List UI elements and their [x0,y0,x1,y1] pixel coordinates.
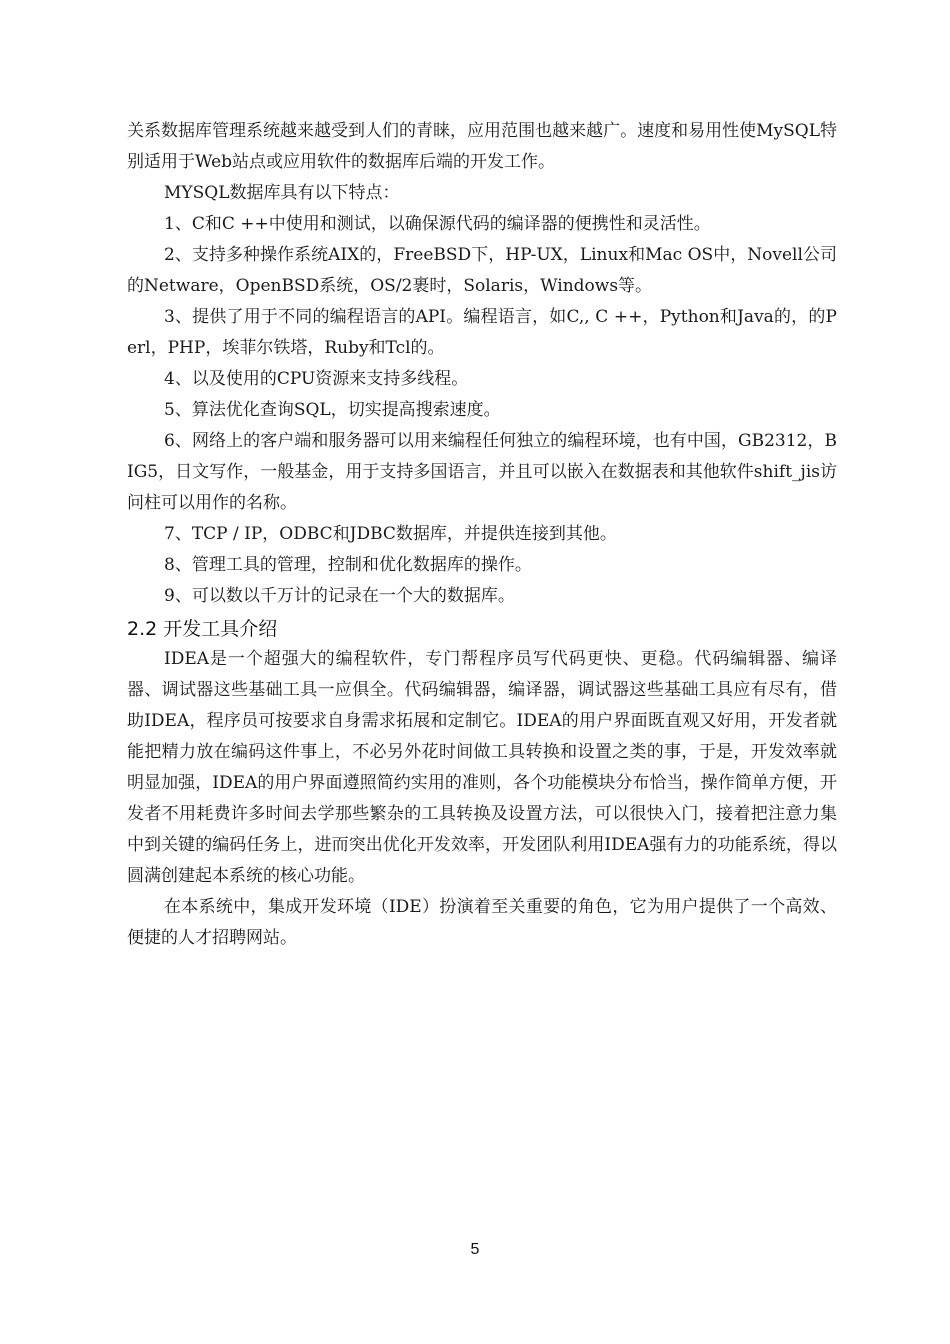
feature-item-6: 6、网络上的客户端和服务器可以用来编程任何独立的编程环境，也有中国，GB2312，BIG5，日文写作，一般基金，用于支持多国语言，并且可以嵌入在数据表和其他软件shift_jis访问柱可以用作的名称。 [127,431,837,513]
paragraph-ide-role: 在本系统中，集成开发环境（IDE）扮演着至关重要的角色，它为用户提供了一个高效、便捷的人才招聘网站。 [127,897,837,948]
feature-item-4: 4、以及使用的CPU资源来支持多线程。 [164,369,469,389]
feature-item-1: 1、C和C ++中使用和测试，以确保源代码的编译器的便携性和灵活性。 [164,214,711,234]
paragraph-features-intro: MYSQL数据库具有以下特点： [164,183,400,203]
feature-item-2: 2、支持多种操作系统AIX的，FreeBSD下，HP-UX，Linux和Mac OS中，Novell公司的Netware，OpenBSD系统，OS/2裹时，Solaris，Windows等。 [127,245,837,296]
paragraph-mysql-intro: 关系数据库管理系统越来越受到人们的青睐，应用范围也越来越广。速度和易用性使MySQL特别适用于Web站点或应用软件的数据库后端的开发工作。 [127,121,837,172]
feature-item-7: 7、TCP / IP，ODBC和JDBC数据库，并提供连接到其他。 [164,524,617,544]
feature-item-3: 3、提供了用于不同的编程语言的API。编程语言，如C,, C ++，Python和Java的，的Perl，PHP，埃菲尔铁塔，Ruby和Tcl的。 [127,307,837,358]
feature-item-9: 9、可以数以千万计的记录在一个大的数据库。 [164,586,515,606]
page-body [127,116,837,954]
paragraph-idea-description: IDEA是一个超强大的编程软件，专门帮程序员写代码更快、更稳。代码编辑器、编译器、调试器这些基础工具一应俱全。代码编辑器，编译器，调试器这些基础工具应有尽有，借助IDEA，程序员可按要求自身需求拓展和定制它。IDEA的用户界面既直观又好用，开发者就能把精力放在编码这件事上，不必另外花时间做工具转换和设置之类的事，于是，开发效率就明显加强，IDEA的用户界面遵照简约实用的准则，各个功能模块分布恰当，操作简单方便，开发者不用耗费许多时间去学那些繁杂的工具转换及设置方法，可以很快入门，接着把注意力集中到关键的编码任务上，进而突出优化开发效率，开发团队利用IDEA强有力的功能系统，得以圆满创建起本系统的核心功能。 [127,649,837,886]
page-number: 5 [470,1241,480,1258]
feature-item-8: 8、管理工具的管理，控制和优化数据库的操作。 [164,555,532,575]
section-heading: 2.2 开发工具介绍 [127,618,278,640]
feature-item-5: 5、算法优化查询SQL，切实提高搜索速度。 [164,400,501,420]
